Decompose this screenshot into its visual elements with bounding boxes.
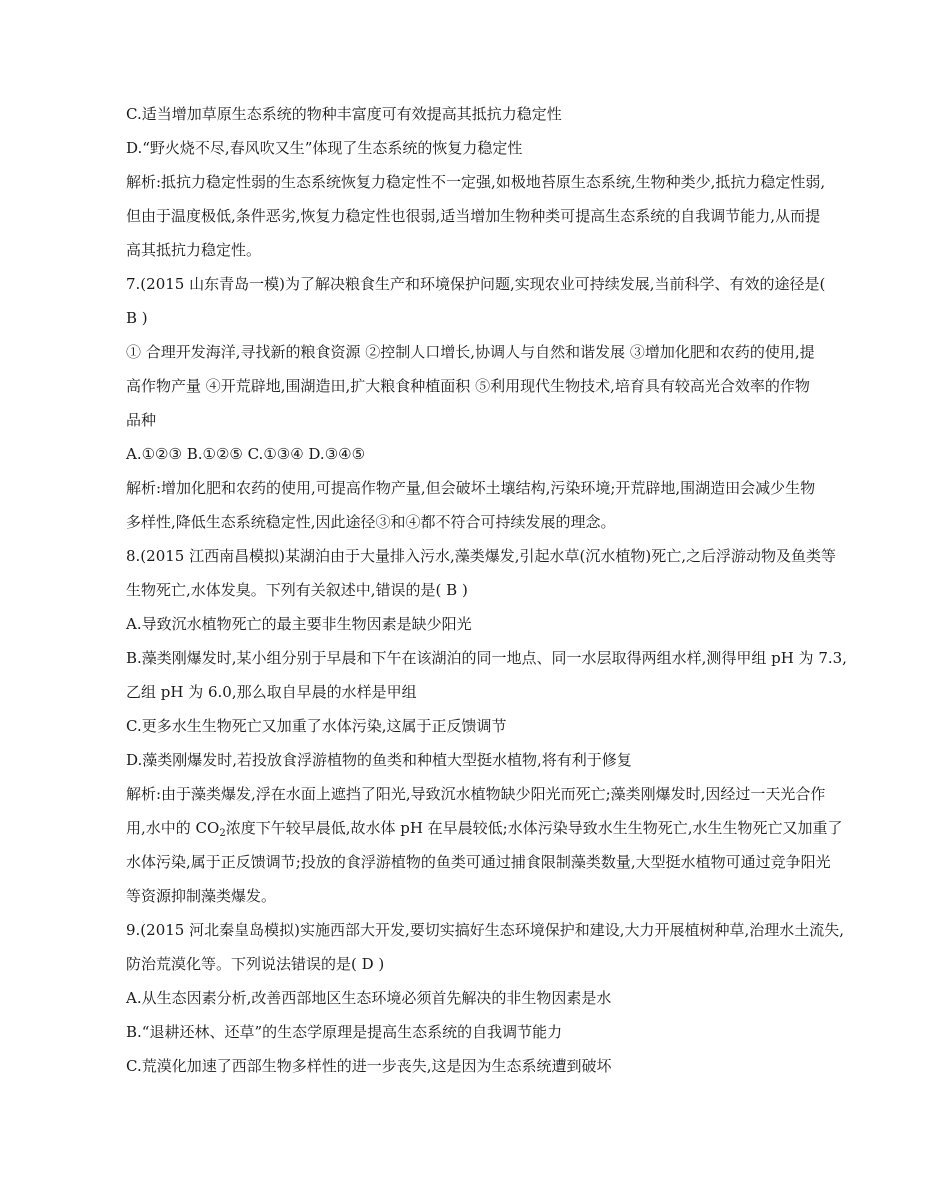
text-line: 解析:增加化肥和农药的使用,可提高作物产量,但会破坏土壤结构,污染环境;开荒辟地,围湖造田会减少生物 (126, 479, 816, 497)
option-c: C.荒漠化加速了西部生物多样性的进一步丧失,这是因为生态系统遭到破坏 (126, 1057, 612, 1075)
text-line: C.适当增加草原生态系统的物种丰富度可有效提高其抵抗力稳定性 (126, 105, 562, 123)
answer-key: B ) (126, 309, 148, 327)
question-stem: 7.(2015 山东青岛一模)为了解决粮食生产和环境保护问题,实现农业可持续发展,当前科学、有效的途径是( (126, 275, 826, 293)
text-segment: 浓度下午较早晨低,故水体 pH 在早晨较低;水体污染导致水生生物死亡,水生生物死亡又加重了 (225, 819, 843, 837)
text-line: 等资源抑制藻类爆发。 (126, 887, 277, 905)
option-a: A.从生态因素分析,改善西部地区生态环境必须首先解决的非生物因素是水 (126, 989, 612, 1007)
option-b: B.“退耕还林、还草”的生态学原理是提高生态系统的自我调节能力 (126, 1023, 563, 1041)
text-line: 水体污染,属于正反馈调节;投放的食浮游植物的鱼类可通过捕食限制藻类数量,大型挺水植物可通过竞争阳光 (126, 853, 831, 871)
option-d: D.藻类刚爆发时,若投放食浮游植物的鱼类和种植大型挺水植物,将有利于修复 (126, 751, 632, 769)
text-line: 解析:由于藻类爆发,浮在水面上遮挡了阳光,导致沉水植物缺少阳光而死亡;藻类刚爆发时,因经过一天光合作 (126, 785, 826, 803)
text-line (126, 818, 843, 844)
text-line: 高作物产量 ④开荒辟地,围湖造田,扩大粮食种植面积 ⑤利用现代生物技术,培育具有较高光合效率的作物 (126, 377, 810, 395)
text-line: ① 合理开发海洋,寻找新的粮食资源 ②控制人口增长,协调人与自然和谐发展 ③增加化肥和农药的使用,提 (126, 343, 815, 361)
option-c: C.更多水生生物死亡又加重了水体污染,这属于正反馈调节 (126, 717, 507, 735)
question-stem: 9.(2015 河北秦皇岛模拟)实施西部大开发,要切实搞好生态环境保护和建设,大力开展植树种草,治理水土流失, (126, 921, 845, 939)
text-line: 解析:抵抗力稳定性弱的生态系统恢复力稳定性不一定强,如极地苔原生态系统,生物种类少,抵抗力稳定性弱, (126, 173, 826, 191)
text-line: 防治荒漠化等。下列说法错误的是( D ) (126, 955, 385, 973)
option-b: B.藻类刚爆发时,某小组分别于早晨和下午在该湖泊的同一地点、同一水层取得两组水样,测得甲组 pH 为 7.3, (126, 649, 847, 667)
text-line: D.“野火烧不尽,春风吹又生”体现了生态系统的恢复力稳定性 (126, 139, 523, 157)
options-line: A.①②③ B.①②⑤ C.①③④ D.③④⑤ (126, 445, 366, 463)
subscript: 2 (219, 828, 226, 839)
text-line: 但由于温度极低,条件恶劣,恢复力稳定性也很弱,适当增加生物种类可提高生态系统的自我调节能力,从而提 (126, 207, 821, 225)
question-stem: 8.(2015 江西南昌模拟)某湖泊由于大量排入污水,藻类爆发,引起水草(沉水植物)死亡,之后浮游动物及鱼类等 (126, 547, 836, 565)
text-line: 生物死亡,水体发臭。下列有关叙述中,错误的是( B ) (126, 581, 468, 599)
text-line: 品种 (126, 411, 157, 429)
text-segment: 用,水中的 CO (126, 819, 220, 837)
option-a: A.导致沉水植物死亡的最主要非生物因素是缺少阳光 (126, 615, 472, 633)
text-line: 高其抵抗力稳定性。 (126, 241, 262, 259)
text-line: 多样性,降低生态系统稳定性,因此途径③和④都不符合可持续发展的理念。 (126, 513, 616, 531)
text-line: 乙组 pH 为 6.0,那么取自早晨的水样是甲组 (126, 683, 417, 701)
